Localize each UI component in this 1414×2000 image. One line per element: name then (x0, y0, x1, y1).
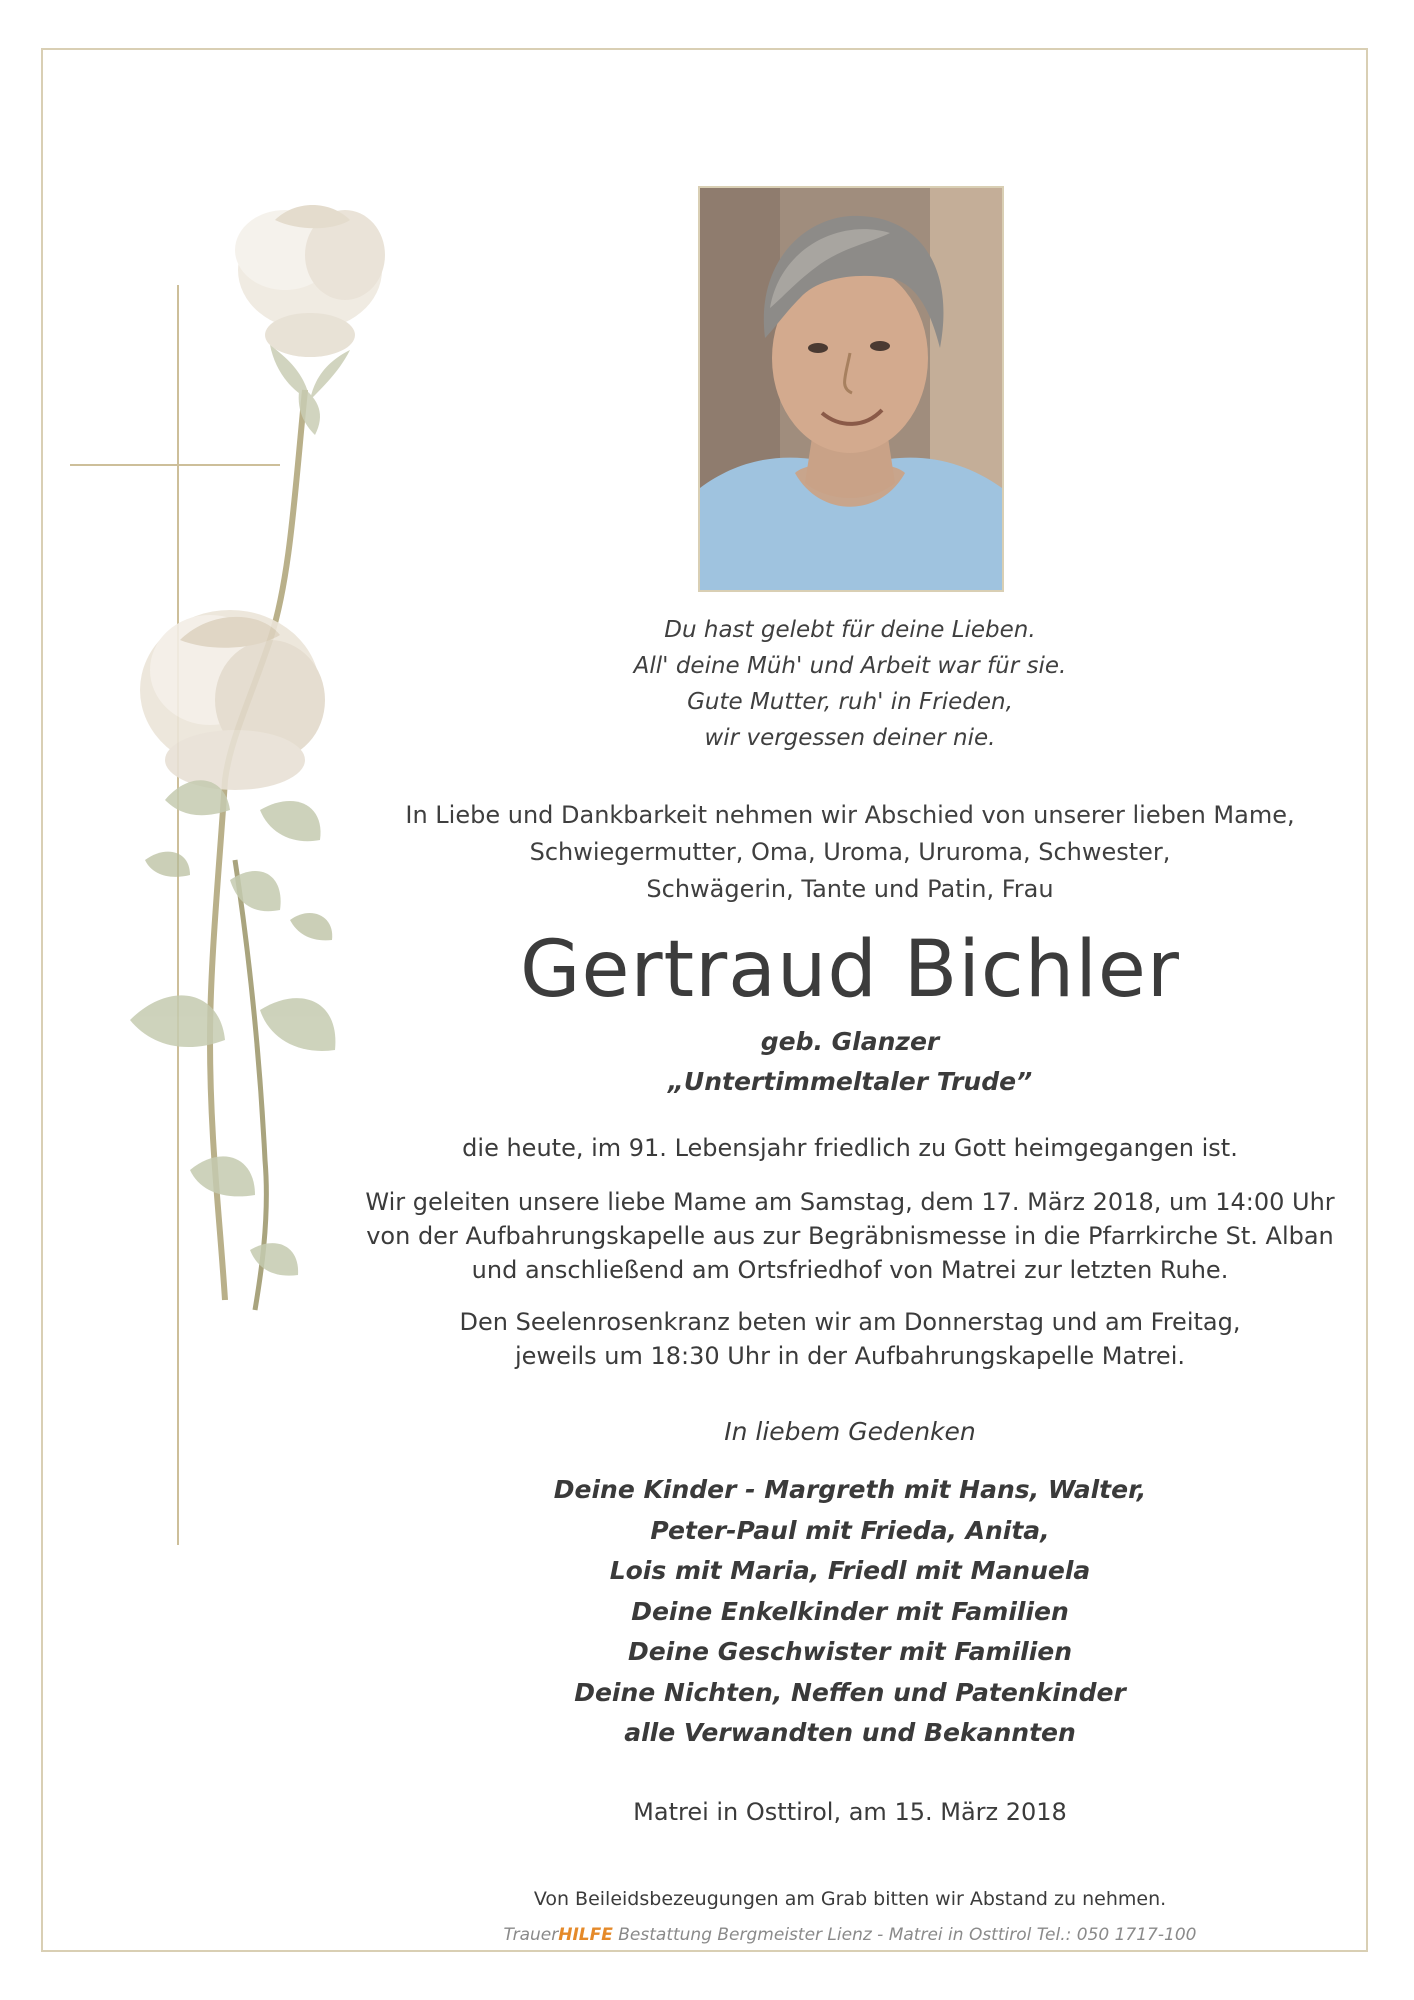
condolence-note: Von Beileidsbezeugungen am Grab bitten wir Abstand zu nehmen. (533, 1888, 1167, 1910)
portrait-image (700, 188, 1002, 590)
family-list (360, 1470, 1340, 1754)
funeral-home-footer (360, 1922, 1340, 1948)
intro-line: Schwiegermutter, Oma, Uroma, Ururoma, Schwester, (529, 838, 1171, 866)
poem (360, 612, 1340, 756)
intro-line: Schwägerin, Tante und Patin, Frau (646, 875, 1054, 903)
nickname: „Untertimmeltaler Trude” (667, 1067, 1033, 1096)
poem-line: All' deine Müh' und Arbeit war für sie. (633, 653, 1067, 679)
rosary-text (360, 1305, 1340, 1373)
footer-contact: Bestattung Bergmeister Lienz - Matrei in Osttirol Tel.: 050 1717-100 (612, 1925, 1197, 1945)
family-line: alle Verwandten und Bekannten (624, 1718, 1076, 1747)
poem-line: Du hast gelebt für deine Lieben. (664, 617, 1036, 643)
poem-line: wir vergessen deiner nie. (704, 725, 996, 751)
rose-cross-decoration (60, 160, 400, 1560)
rosary-line: jeweils um 18:30 Uhr in der Aufbahrungskapelle Matrei. (515, 1342, 1185, 1370)
funeral-line: Wir geleiten unsere liebe Mame am Samstag, dem 17. März 2018, um 14:00 Uhr (365, 1188, 1335, 1216)
portrait-photo (698, 186, 1004, 592)
family-line: Deine Enkelkinder mit Familien (631, 1596, 1069, 1626)
family-line: Peter-Paul mit Frieda, Anita, (650, 1515, 1050, 1545)
funeral-line: von der Aufbahrungskapelle aus zur Begräbnismesse in die Pfarrkirche St. Alban (366, 1222, 1334, 1250)
poem-line: Gute Mutter, ruh' in Frieden, (687, 689, 1013, 715)
intro-line: In Liebe und Dankbarkeit nehmen wir Abschied von unserer lieben Mame, (405, 801, 1295, 829)
deceased-name: Gertraud Bichler (520, 925, 1180, 1015)
family-line: Deine Geschwister mit Familien (627, 1637, 1073, 1666)
intro-text (360, 797, 1340, 908)
family-line: Deine Nichten, Neffen und Patenkinder (574, 1677, 1126, 1707)
passing-text: die heute, im 91. Lebensjahr friedlich zu Gott heimgegangen ist. (462, 1134, 1238, 1162)
family-line: Deine Kinder - Margreth mit Hans, Walter, (553, 1475, 1147, 1504)
place-date: Matrei in Osttirol, am 15. März 2018 (633, 1798, 1067, 1826)
rosary-line: Den Seelenrosenkranz beten wir am Donnerstag und am Freitag, (459, 1308, 1241, 1336)
deceased-details (360, 1022, 1340, 1102)
maiden-name: geb. Glanzer (760, 1027, 940, 1056)
footer-trauer: Trauer (503, 1925, 559, 1945)
funeral-line: und anschließend am Ortsfriedhof von Matrei zur letzten Ruhe. (471, 1256, 1229, 1284)
footer-hilfe: HILFE (558, 1925, 613, 1945)
funeral-text (360, 1185, 1340, 1287)
family-line: Lois mit Maria, Friedl mit Manuela (609, 1556, 1091, 1585)
gedenken-heading: In liebem Gedenken (724, 1417, 976, 1446)
